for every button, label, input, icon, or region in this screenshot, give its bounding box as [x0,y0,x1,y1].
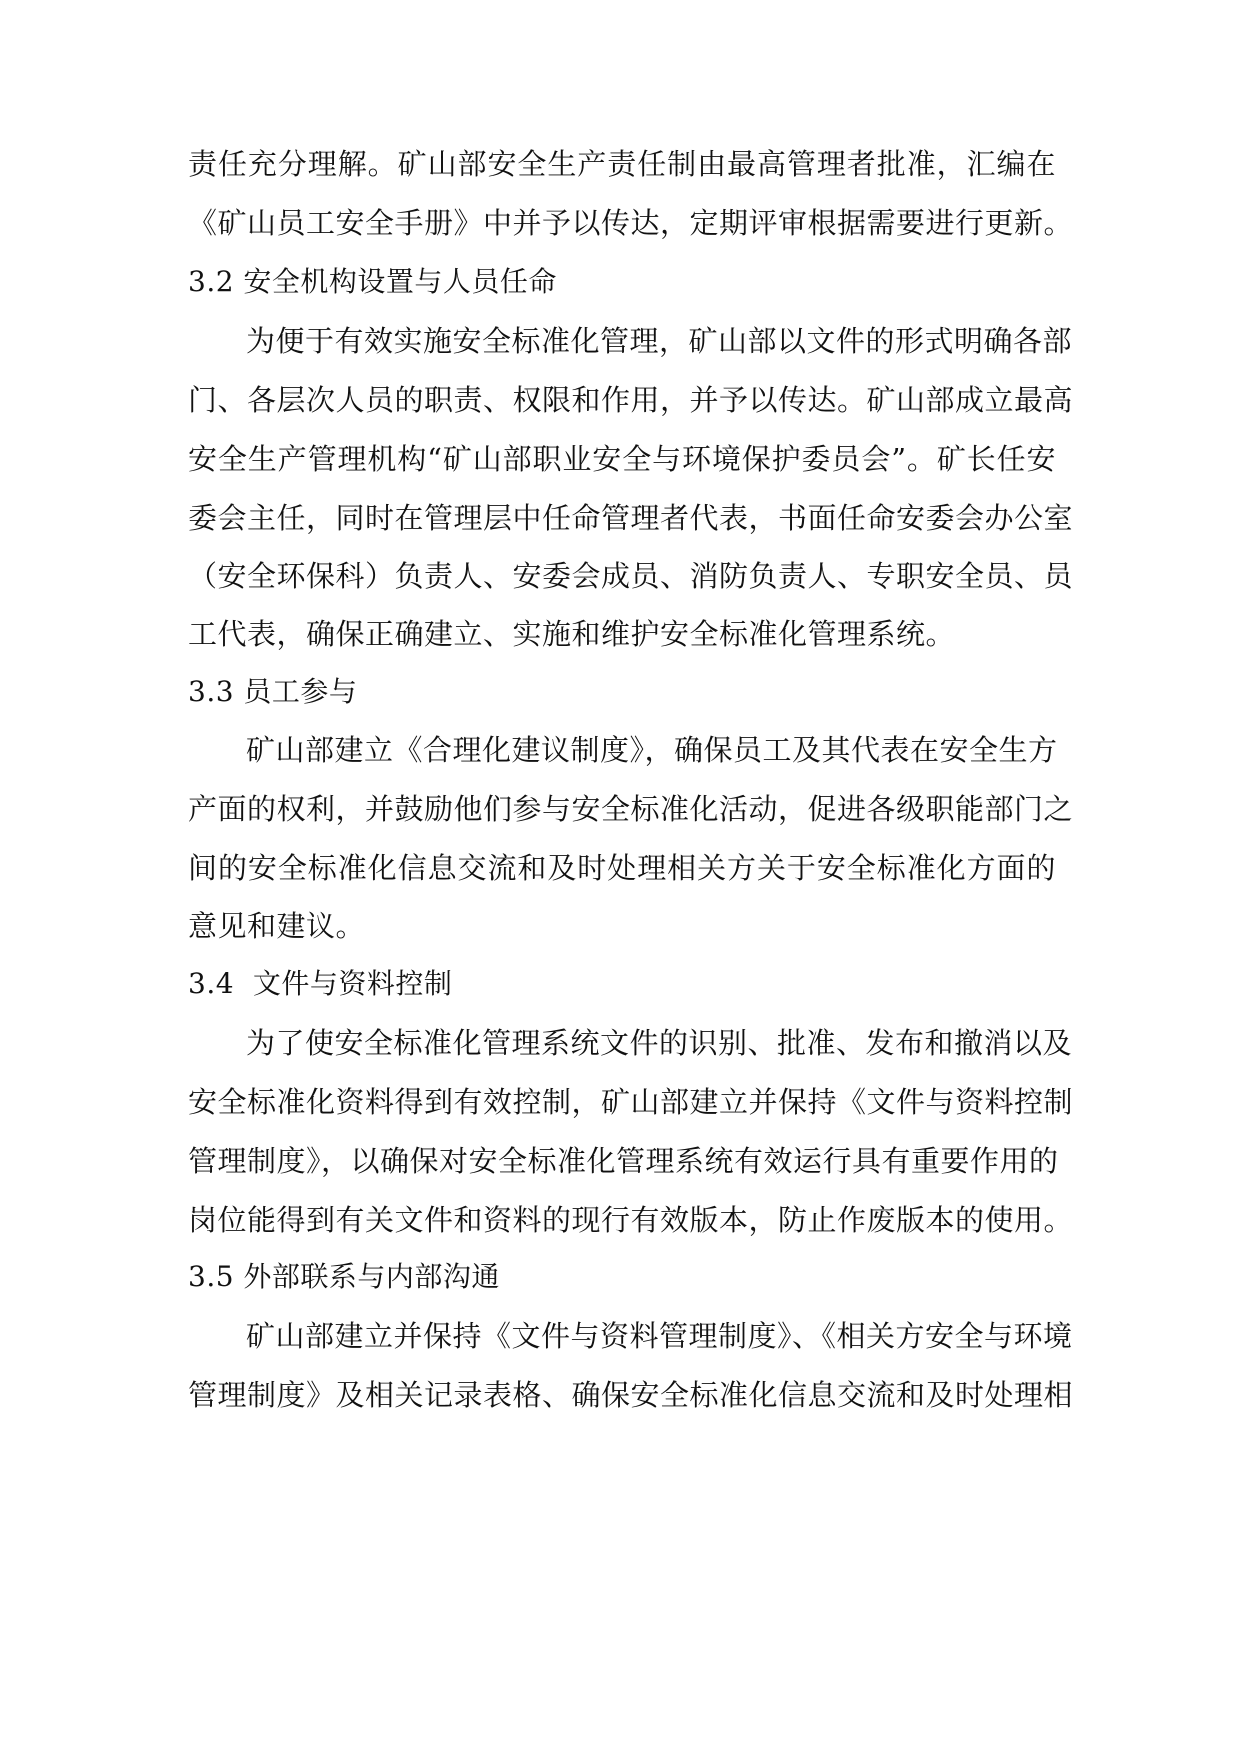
body-text-line: 责任充分理解。矿山部安全生产责任制由最高管理者批准，汇编在 [188,147,1056,181]
body-text-line: 矿山部建立并保持《文件与资料管理制度》、《相关方安全与环境 [246,1319,1073,1353]
body-text-line: 为了使安全标准化管理系统文件的识别、批准、发布和撤消以及 [246,1026,1073,1060]
section-heading-3-5: 3.5 外部联系与内部沟通 [188,1260,500,1293]
section-heading-3-2: 3.2 安全机构设置与人员任命 [188,265,557,298]
section-heading-3-4: 3.4 文件与资料控制 [188,967,453,1000]
body-text-line: 产面的权利，并鼓励他们参与安全标准化活动，促进各级职能部门之 [188,792,1074,826]
body-text-line: 安全生产管理机构“矿山部职业安全与环境保护委员会”。矿长任安 [188,442,1056,476]
body-text-line: 门、各层次人员的职责、权限和作用，并予以传达。矿山部成立最高 [188,383,1074,417]
body-text-line: 为便于有效实施安全标准化管理，矿山部以文件的形式明确各部 [246,324,1073,358]
body-text-line: 工代表，确保正确建立、实施和维护安全标准化管理系统。 [188,617,956,651]
body-text-line: 岗位能得到有关文件和资料的现行有效版本，防止作废版本的使用。 [188,1203,1074,1237]
body-text-line: 管理制度》，以确保对安全标准化管理系统有效运行具有重要作用的 [188,1144,1059,1178]
body-text-line: 矿山部建立《合理化建议制度》，确保员工及其代表在安全生方 [246,733,1058,767]
section-heading-3-3: 3.3 员工参与 [188,675,358,708]
body-text-line: 间的安全标准化信息交流和及时处理相关方关于安全标准化方面的 [188,851,1056,885]
body-text-line: 安全标准化资料得到有效控制，矿山部建立并保持《文件与资料控制 [188,1085,1074,1119]
body-text-line: （安全环保科）负责人、安委会成员、消防负责人、专职安全员、员 [188,559,1074,593]
body-text-line: 委会主任，同时在管理层中任命管理者代表，书面任命安委会办公室 [188,501,1074,535]
body-text-line: 《矿山员工安全手册》中并予以传达，定期评审根据需要进行更新。 [188,206,1074,240]
body-text-line: 意见和建议。 [188,909,366,943]
body-text-line: 管理制度》及相关记录表格、确保安全标准化信息交流和及时处理相 [188,1378,1074,1412]
